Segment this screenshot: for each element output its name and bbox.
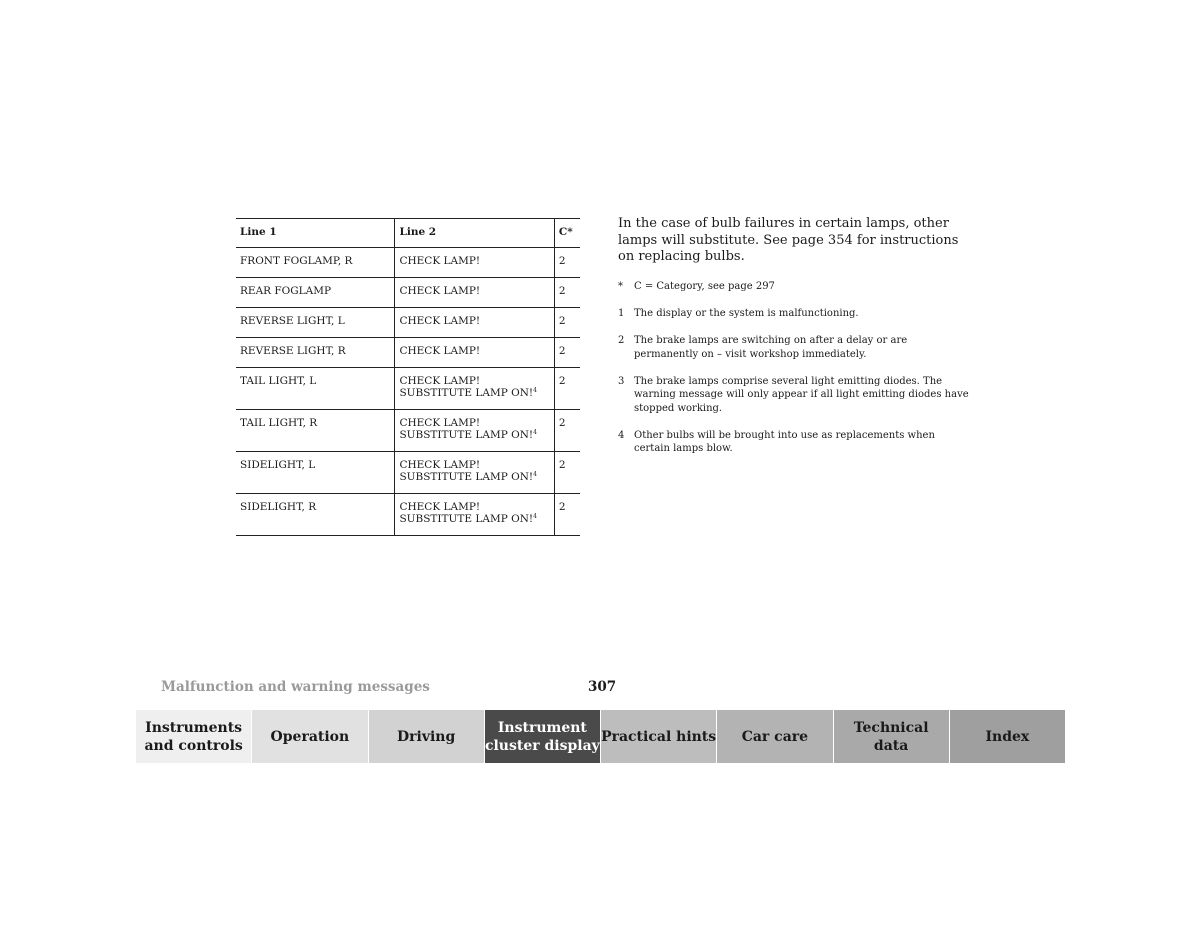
tab-car-care[interactable]: Car care [717,710,833,763]
cell-category: 2 [554,338,580,368]
line2-text: CHECK LAMP! [399,255,481,267]
footnote-mark: * [618,281,623,292]
cell-category: 2 [554,494,580,536]
footnote-ref: 4 [533,513,537,520]
cell-line2 [395,368,554,410]
tab-technical-data[interactable]: Technical data [834,710,950,763]
table-row [236,452,580,494]
tab-instruments-and-controls[interactable]: Instruments and controls [136,710,252,763]
cell-line2 [395,248,554,278]
footnote-mark: 2 [618,335,625,346]
intro-paragraph: In the case of bulb failures in certain lamps, other lamps will substitute. See page 354 for instructions on replacing bulbs. [618,216,959,264]
line2-substitute-text: SUBSTITUTE LAMP ON!$^4$ [399,429,537,441]
footnotes-list [618,280,970,469]
section-title: Malfunction and warning messages [161,679,430,695]
cell-line1: TAIL LIGHT, L [236,368,395,410]
footnote-mark: 3 [618,375,625,387]
tab-driving[interactable]: Driving [369,710,485,763]
column-header-line1: Line 1 [236,219,395,248]
footnote-text: The display or the system is malfunctioning. [634,308,859,319]
cell-category: 2 [554,308,580,338]
cell-line1: SIDELIGHT, R [236,494,395,536]
table-row [236,278,580,308]
footnote-item [618,429,970,456]
line2-substitute-text: SUBSTITUTE LAMP ON!$^4$ [399,387,537,399]
page-number: 307 [588,679,617,695]
line2-substitute-text: SUBSTITUTE LAMP ON!$^4$ [399,471,537,483]
table-row [236,338,580,368]
cell-line2 [395,278,554,308]
cell-category: 2 [554,278,580,308]
cell-category: 2 [554,410,580,452]
column-header-category: C* [554,219,580,248]
cell-line2 [395,338,554,368]
cell-line1: FRONT FOGLAMP, R [236,248,395,278]
footnote-text: Other bulbs will be brought into use as replacements when certain lamps blow. [634,429,935,454]
tab-operation[interactable]: Operation [252,710,368,763]
table-row [236,308,580,338]
footnote-text: The brake lamps are switching on after a delay or are permanently on – visit workshop immediately. [634,335,908,360]
cell-line2 [395,494,554,536]
footnote-text: The brake lamps comprise several light emitting diodes. The warning message will only appear if all light emitting diodes have stopped working. [634,375,969,414]
footnote-text: C = Category, see page 297 [634,281,775,292]
cell-line2 [395,308,554,338]
footnote-item [618,334,970,361]
footnote-item [618,280,970,294]
cell-line1: REVERSE LIGHT, L [236,308,395,338]
line2-substitute-text: SUBSTITUTE LAMP ON!$^4$ [399,513,537,525]
table-row [236,368,580,410]
table-row [236,494,580,536]
line2-text: CHECK LAMP! [399,459,481,471]
footnote-item [618,375,970,416]
line2-text: CHECK LAMP! [399,501,481,513]
cell-category: 2 [554,452,580,494]
table-header-row [236,219,580,248]
line2-text: CHECK LAMP! [399,375,481,387]
chapter-tabs [136,710,1065,763]
footnote-mark: 4 [618,429,625,441]
table-row [236,248,580,278]
cell-line2 [395,410,554,452]
footnote-item [618,307,970,321]
tab-practical-hints[interactable]: Practical hints [601,710,717,763]
warning-message-table [236,218,580,536]
footnote-ref: 4 [533,429,537,436]
cell-line1: REAR FOGLAMP [236,278,395,308]
column-header-line2: Line 2 [395,219,554,248]
line2-text: CHECK LAMP! [399,315,481,327]
cell-line1: TAIL LIGHT, R [236,410,395,452]
footnote-ref: 4 [533,471,537,478]
cell-category: 2 [554,248,580,278]
cell-line1: SIDELIGHT, L [236,452,395,494]
line2-text: CHECK LAMP! [399,285,481,297]
line2-text: CHECK LAMP! [399,345,481,357]
cell-line2 [395,452,554,494]
footnote-ref: 4 [533,387,537,394]
line2-text: CHECK LAMP! [399,417,481,429]
table-row [236,410,580,452]
cell-line1: REVERSE LIGHT, R [236,338,395,368]
cell-category: 2 [554,368,580,410]
tab-instrument-cluster-display[interactable]: Instrument cluster display [485,710,601,763]
tab-index[interactable]: Index [950,710,1065,763]
footnote-mark: 1 [618,308,625,319]
